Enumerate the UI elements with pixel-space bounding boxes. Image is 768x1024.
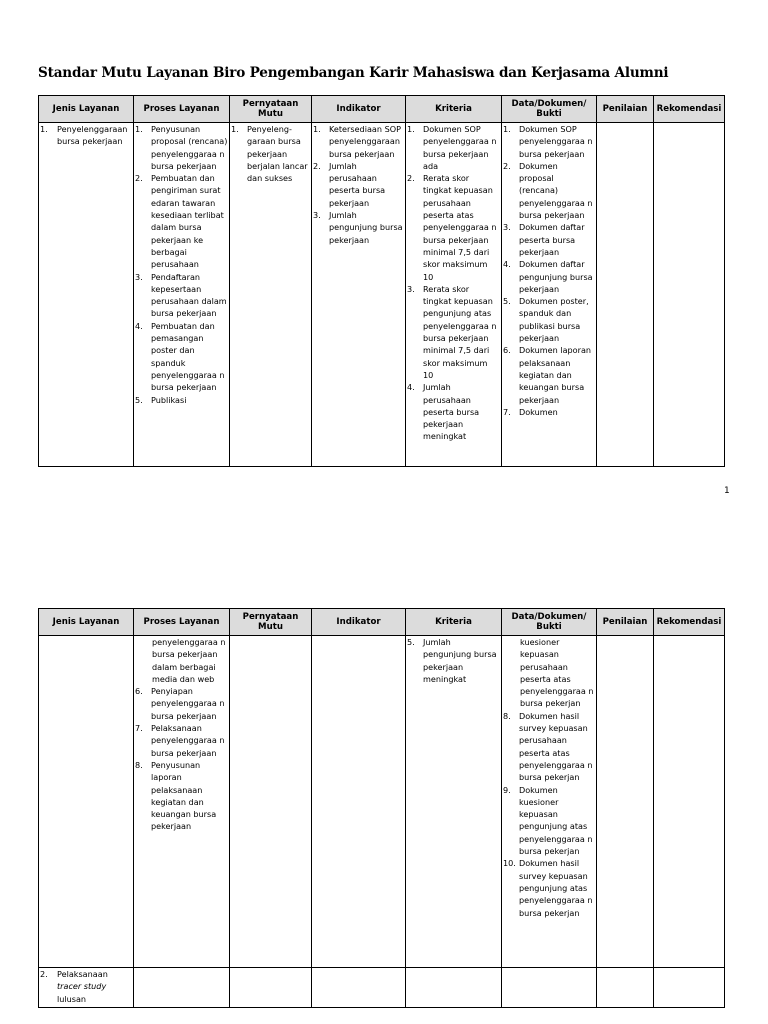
- cell-rekomendasi: [654, 968, 725, 1008]
- cell-rekomendasi: [654, 123, 725, 467]
- list-number: 3.: [503, 222, 511, 233]
- list-text: Penyusunan laporan pelaksanaan kegiatan dan keuangan bursa pekerjaan: [151, 759, 217, 832]
- list-text: [57, 968, 132, 1005]
- list-text: Dokumen laporan pelaksanaan kegiatan dan keuangan bursa pekerjaan: [519, 345, 592, 405]
- list-number: 7.: [135, 723, 143, 734]
- cell-proses-layanan: [134, 636, 230, 968]
- header-data-dokumen-bukti: Data/Dokumen/ Bukti: [502, 609, 597, 636]
- list-item: [407, 172, 500, 283]
- quality-standard-table-page-2: [38, 608, 725, 1008]
- header-penilaian: Penilaian: [597, 96, 654, 123]
- table-header-row: [39, 96, 725, 123]
- list-item: [407, 283, 500, 381]
- quality-standard-table-page-1: [38, 95, 725, 467]
- list-number: 4.: [135, 320, 143, 331]
- header-penilaian: Penilaian: [597, 609, 654, 636]
- list-item: [503, 857, 595, 918]
- list-number: 1.: [407, 124, 415, 134]
- list-text: Dokumen poster, spanduk dan publikasi bursa pekerjaan: [519, 296, 589, 344]
- cell-pernyataan-mutu: [230, 636, 312, 968]
- list-item: [407, 636, 500, 685]
- list-item: [135, 722, 228, 759]
- list-item: [40, 968, 132, 1005]
- list-item: [503, 221, 595, 258]
- header-indikator: Indikator: [312, 609, 406, 636]
- list-number: 2.: [407, 173, 415, 184]
- cell-jenis-layanan: [39, 636, 134, 968]
- list-text: Dokumen SOP penyelenggaraa n bursa pekerjaan: [519, 124, 593, 159]
- list-item: [313, 160, 404, 209]
- list-item: [503, 123, 595, 160]
- list-item: [503, 295, 595, 344]
- list-item: [135, 271, 228, 320]
- list-text: Dokumen daftar pengunjung bursa pekerjaan: [519, 259, 593, 294]
- list-text: Pembuatan dan pengiriman surat edaran tawaran kesediaan terlibat dalam bursa pekerjaan ke berbagai perusahaan: [151, 173, 224, 270]
- list-text: Dokumen proposal (rencana) penyelenggaraa n bursa pekerjaan: [519, 160, 593, 221]
- cell-kriteria: [406, 123, 502, 467]
- cell-jenis-layanan: [39, 968, 134, 1008]
- header-indikator: Indikator: [312, 96, 406, 123]
- list-number: 1.: [135, 124, 143, 134]
- list-text: Penyusunan proposal (rencana) penyelenggaraa n bursa pekerjaan: [151, 124, 228, 171]
- indikator-list: [313, 123, 404, 246]
- header-rekomendasi: Rekomendasi: [654, 96, 725, 123]
- list-item: [135, 685, 228, 722]
- list-item: [135, 394, 228, 406]
- list-text: Dokumen hasil survey kepuasan pengunjung atas penyelenggaraa n bursa pekerjan: [519, 858, 593, 918]
- list-item: [503, 258, 595, 295]
- list-number: 5.: [135, 394, 143, 405]
- list-text: Jumlah perusahaan peserta bursa pekerjaan: [329, 160, 386, 208]
- header-pernyataan-mutu: Pernyataan Mutu: [230, 609, 312, 636]
- cell-data-dokumen-bukti: [502, 123, 597, 467]
- list-number: 5.: [407, 637, 415, 647]
- header-jenis-layanan: Jenis Layanan: [39, 609, 134, 636]
- list-number: 2.: [40, 969, 48, 979]
- cell-data-dokumen-bukti: [502, 636, 597, 968]
- jenis-layanan-list: [40, 123, 132, 148]
- cell-pernyataan-mutu: [230, 123, 312, 467]
- list-text: Publikasi: [151, 394, 187, 405]
- cell-indikator: [312, 123, 406, 467]
- list-text: Pembuatan dan pemasangan poster dan spanduk penyelenggaraa n bursa pekerjaan: [151, 320, 225, 393]
- list-item: [313, 123, 404, 160]
- header-kriteria: Kriteria: [406, 609, 502, 636]
- list-number: 2.: [313, 160, 321, 171]
- cell-indikator: [312, 968, 406, 1008]
- cell-penilaian: [597, 968, 654, 1008]
- list-item: [135, 320, 228, 394]
- list-text: Dokumen SOP penyelenggaraa n bursa pekerjaan ada: [423, 124, 497, 171]
- cell-jenis-layanan: [39, 123, 134, 467]
- list-number: 2.: [503, 160, 511, 171]
- header-proses-layanan: Proses Layanan: [134, 96, 230, 123]
- list-number: 1.: [313, 124, 321, 134]
- header-kriteria: Kriteria: [406, 96, 502, 123]
- list-number: 6.: [135, 686, 143, 697]
- list-item: [135, 172, 228, 270]
- list-text: Dokumen hasil survey kepuasan perusahaan peserta atas penyelenggaraa n bursa pekerjan: [519, 710, 593, 783]
- list-number: 8.: [503, 710, 511, 721]
- list-text: Rerata skor tingkat kepuasan pengunjung atas penyelenggaraa n bursa pekerjaan minimal 7,5 dari skor maksimum 10: [423, 283, 497, 380]
- list-text: Penyelenggaraan bursa pekerjaan: [57, 124, 128, 147]
- table-row: [39, 123, 725, 467]
- list-number: 3.: [313, 210, 321, 221]
- table-row: [39, 968, 725, 1008]
- list-number: 10.: [503, 858, 516, 869]
- tracer-text-after: lulusan: [57, 993, 87, 1004]
- list-text: Dokumen daftar peserta bursa pekerjaan: [519, 222, 585, 257]
- proses-continuation-text: penyelenggaraa n bursa pekerjaan dalam berbagai media dan web: [152, 637, 226, 684]
- table-header-row: [39, 609, 725, 636]
- list-text: Jumlah pengunjung bursa pekerjaan: [329, 210, 403, 245]
- tracer-study-italic: tracer study: [57, 981, 107, 992]
- list-number: 9.: [503, 784, 511, 795]
- document-title: Standar Mutu Layanan Biro Pengembangan Karir Mahasiswa dan Kerjasama Alumni: [38, 65, 669, 81]
- list-item: [503, 710, 595, 784]
- list-text: Pendaftaran kepesertaan perusahaan dalam bursa pekerjaan: [151, 271, 227, 319]
- page-number: 1: [724, 486, 730, 496]
- data-dokumen-list: [503, 123, 595, 418]
- list-item: [231, 123, 310, 184]
- pernyataan-mutu-list: [231, 123, 310, 184]
- list-text: Dokumen kuesioner kepuasan pengunjung atas penyelenggaraa n bursa pekerjan: [519, 784, 593, 857]
- list-item: [503, 160, 595, 221]
- list-number: 4.: [407, 382, 415, 393]
- list-text: Ketersediaan SOP penyelenggaraan bursa pekerjaan: [329, 124, 401, 159]
- proses-layanan-list: [135, 123, 228, 406]
- list-text: Penyeleng- garaan bursa pekerjaan berjalan lancar dan sukses: [247, 124, 308, 184]
- cell-penilaian: [597, 123, 654, 467]
- list-item: [313, 209, 404, 246]
- list-number: 2.: [135, 173, 143, 184]
- proses-layanan-list: [135, 685, 228, 833]
- list-text: Jumlah pengunjung bursa pekerjaan meningkat: [423, 637, 497, 684]
- list-item: [407, 381, 500, 442]
- list-text: Penyiapan penyelenggaraa n bursa pekerjaan: [151, 686, 225, 721]
- list-text: Rerata skor tingkat kepuasan perusahaan peserta atas penyelenggaraa n bursa pekerjaan minimal 7,5 dari skor maksimum 10: [423, 173, 497, 282]
- list-item: [135, 123, 228, 172]
- list-number: 5.: [503, 296, 511, 307]
- kriteria-list: [407, 636, 500, 685]
- list-text: Jumlah perusahaan peserta bursa pekerjaan meningkat: [423, 382, 480, 442]
- list-text: Dokumen: [519, 406, 558, 417]
- tracer-text-before: Pelaksanaan: [57, 969, 108, 979]
- list-number: 4.: [503, 259, 511, 270]
- list-number: 1.: [503, 124, 511, 134]
- cell-proses-layanan: [134, 968, 230, 1008]
- cell-rekomendasi: [654, 636, 725, 968]
- list-number: 8.: [135, 759, 143, 770]
- list-item: [407, 123, 500, 172]
- list-number: 3.: [407, 283, 415, 294]
- header-rekomendasi: Rekomendasi: [654, 609, 725, 636]
- cell-kriteria: [406, 968, 502, 1008]
- list-number: 6.: [503, 345, 511, 356]
- list-item: [503, 344, 595, 405]
- cell-indikator: [312, 636, 406, 968]
- list-number: 1.: [231, 124, 239, 134]
- jenis-layanan-list: [40, 968, 132, 1005]
- cell-penilaian: [597, 636, 654, 968]
- list-item: [503, 784, 595, 858]
- header-data-dokumen-bukti: Data/Dokumen/ Bukti: [502, 96, 597, 123]
- cell-kriteria: [406, 636, 502, 968]
- cell-data-dokumen-bukti: [502, 968, 597, 1008]
- cell-proses-layanan: [134, 123, 230, 467]
- list-item: [503, 406, 595, 418]
- list-number: 3.: [135, 271, 143, 282]
- data-dokumen-list: [503, 710, 595, 919]
- cell-pernyataan-mutu: [230, 968, 312, 1008]
- data-continuation-text: kuesioner kepuasan perusahaan peserta atas penyelenggaraa n bursa pekerjan: [520, 637, 594, 709]
- list-number: 7.: [503, 406, 511, 417]
- list-text: Pelaksanaan penyelenggaraa n bursa pekerjaan: [151, 723, 225, 758]
- list-item: [135, 759, 228, 833]
- header-proses-layanan: Proses Layanan: [134, 609, 230, 636]
- list-item: [40, 123, 132, 148]
- header-pernyataan-mutu: Pernyataan Mutu: [230, 96, 312, 123]
- kriteria-list: [407, 123, 500, 443]
- list-number: 1.: [40, 124, 48, 134]
- table-row: [39, 636, 725, 968]
- header-jenis-layanan: Jenis Layanan: [39, 96, 134, 123]
